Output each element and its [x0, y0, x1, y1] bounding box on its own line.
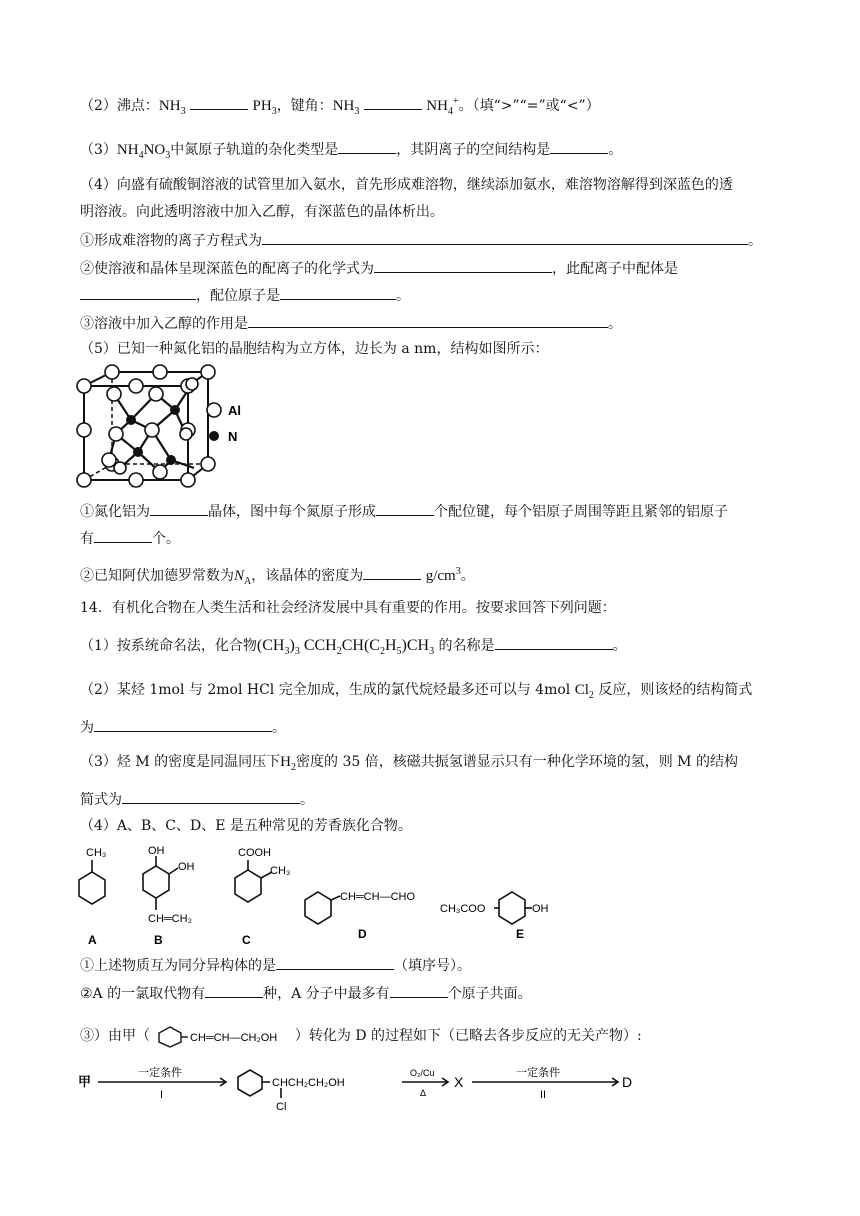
q14-part1: （1）按系统命名法，化合物$(CH_3)_3$ $CCH_2CH(C_2H_5)CH_3$ 的名称是 。 — [80, 634, 627, 662]
svg-text:Δ: Δ — [420, 1088, 427, 1098]
n-legend-icon — [209, 431, 219, 441]
q13-part4-sub2-cont: ，配位原子是 。 — [80, 284, 410, 306]
compound-jia-structure — [154, 1024, 290, 1048]
svg-text:CH═CH₂: CH═CH₂ — [148, 913, 192, 925]
svg-text:CH═CH—CHO: CH═CH—CHO — [340, 891, 416, 903]
svg-text:X: X — [454, 1074, 464, 1090]
q14-part4-stem: （4）A、B、C、D、E 是五种常见的芳香族化合物。 — [80, 818, 412, 834]
answer-blank[interactable] — [338, 138, 396, 154]
svg-text:CH₃COO: CH₃COO — [440, 903, 486, 915]
legend-n-label: N — [228, 429, 238, 444]
svg-text:CH₃: CH₃ — [270, 865, 291, 877]
q13-part5-sub1: ①氮化铝为 晶体，图中每个氮原子形成 个配位键，每个铝原子周围等距且紧邻的铝原子 — [80, 500, 728, 522]
q14-part3-cont: 简式为 。 — [80, 788, 314, 810]
q14-part2: （2）某烃 1mol 与 2mol HCl 完全加成，生成的氯代烷烃最多还可以与 4mol $Cl_2$ 反应，则该烃的结构简式 — [80, 682, 753, 701]
svg-text:OH: OH — [532, 903, 549, 915]
label-b: B — [154, 933, 163, 947]
svg-text:O₂/Cu: O₂/Cu — [410, 1068, 435, 1078]
answer-blank[interactable] — [94, 716, 272, 732]
answer-blank[interactable] — [376, 500, 434, 516]
svg-text:CH₃: CH₃ — [86, 847, 107, 859]
answer-blank[interactable] — [122, 788, 300, 804]
answer-blank[interactable] — [374, 257, 552, 273]
legend-al-label: Al — [228, 403, 241, 418]
q13-part5-sub1-cont: 有 个。 — [80, 527, 180, 549]
svg-text:一定条件: 一定条件 — [516, 1067, 560, 1079]
svg-text:OH: OH — [178, 861, 195, 873]
answer-blank[interactable] — [550, 138, 608, 154]
answer-blank[interactable] — [94, 527, 152, 543]
q13-part4-line1: （4）向盛有硫酸铜溶液的试管里加入氨水，首先形成难溶物，继续添加氨水，难溶物溶解得到深蓝色的透 — [80, 177, 733, 193]
q13-part5-sub2: ②已知阿伏加德罗常数为$N_A$，该晶体的密度为 $g/cm^3$。 — [80, 566, 475, 587]
label-d: D — [358, 927, 367, 941]
q13-part5-stem: （5）已知一种氮化铝的晶胞结构为立方体，边长为 a nm，结构如图所示： — [80, 341, 549, 357]
svg-text:D: D — [622, 1074, 633, 1090]
svg-text:OH: OH — [148, 845, 165, 857]
q13-part4-sub1: ①形成难溶物的离子方程式为 。 — [80, 229, 762, 251]
q14-part4-sub2: ②A 的一氯取代物有 种，A 分子中最多有 个原子共面。 — [80, 982, 532, 1004]
q13-part4-line2: 明溶液。向此透明溶液中加入乙醇，有深蓝色的晶体析出。 — [80, 204, 444, 220]
svg-text:一定条件: 一定条件 — [138, 1067, 182, 1079]
q14-stem: 14．有机化合物在人类生活和社会经济发展中具有重要的作用。按要求回答下列问题： — [80, 600, 616, 616]
q13-part2: （2）沸点：$NH_3$ $PH_3$，键角：$NH_3$ $NH_4^+$。（填“>”“=”或“<”） — [80, 96, 600, 117]
q14-part3: （3）烃 M 的密度是同温同压下$H_2$密度的 35 倍，核磁共振氢谱显示只有一种化学环境的氢，则 M 的结构 — [80, 754, 738, 773]
answer-blank[interactable] — [363, 564, 421, 580]
q13-part4-sub2: ②使溶液和晶体呈现深蓝色的配离子的化学式为 ，此配离子中配体是 — [80, 257, 678, 279]
answer-blank[interactable] — [150, 500, 208, 516]
label-c: C — [242, 933, 251, 947]
answer-blank[interactable] — [280, 284, 396, 300]
structures-a-to-e — [72, 840, 592, 950]
svg-text:II: II — [540, 1089, 547, 1101]
answer-blank[interactable] — [205, 982, 263, 998]
svg-text:COOH: COOH — [238, 847, 271, 859]
al-legend-icon — [207, 403, 221, 417]
crystal-cell-diagram — [76, 364, 256, 488]
reaction-scheme — [76, 1060, 676, 1116]
label-e: E — [516, 927, 525, 941]
answer-blank[interactable] — [80, 284, 196, 300]
svg-text:I: I — [160, 1089, 164, 1101]
answer-blank[interactable] — [364, 94, 422, 110]
svg-text:CH═CH—CH₂OH: CH═CH—CH₂OH — [190, 1032, 278, 1044]
label-a: A — [88, 933, 97, 947]
answer-blank[interactable] — [262, 229, 748, 245]
svg-text:Cl: Cl — [276, 1101, 287, 1113]
svg-text:甲: 甲 — [78, 1074, 92, 1089]
answer-blank[interactable] — [190, 94, 248, 110]
answer-blank[interactable] — [495, 634, 613, 650]
q14-part4-sub3: ③）由甲（ CH═CH—CH₂OH ）转化为 D 的过程如下（已略去各步反应的无关产物）: — [80, 1024, 642, 1048]
q14-part2-cont: 为 。 — [80, 716, 286, 738]
q14-part4-sub1: ①上述物质互为同分异构体的是 （填序号）。 — [80, 954, 471, 976]
answer-blank[interactable] — [276, 954, 394, 970]
q13-part3: $(3)NH_4NO_3$中氮原子轨道的杂化类型是 ，其阴离子的空间结构是 。 — [80, 138, 622, 166]
answer-blank[interactable] — [248, 312, 608, 328]
q13-part4-sub3: ③溶液中加入乙醇的作用是 。 — [80, 312, 622, 334]
answer-blank[interactable] — [390, 982, 448, 998]
svg-text:CHCH₂CH₂OH: CHCH₂CH₂OH — [272, 1077, 345, 1089]
